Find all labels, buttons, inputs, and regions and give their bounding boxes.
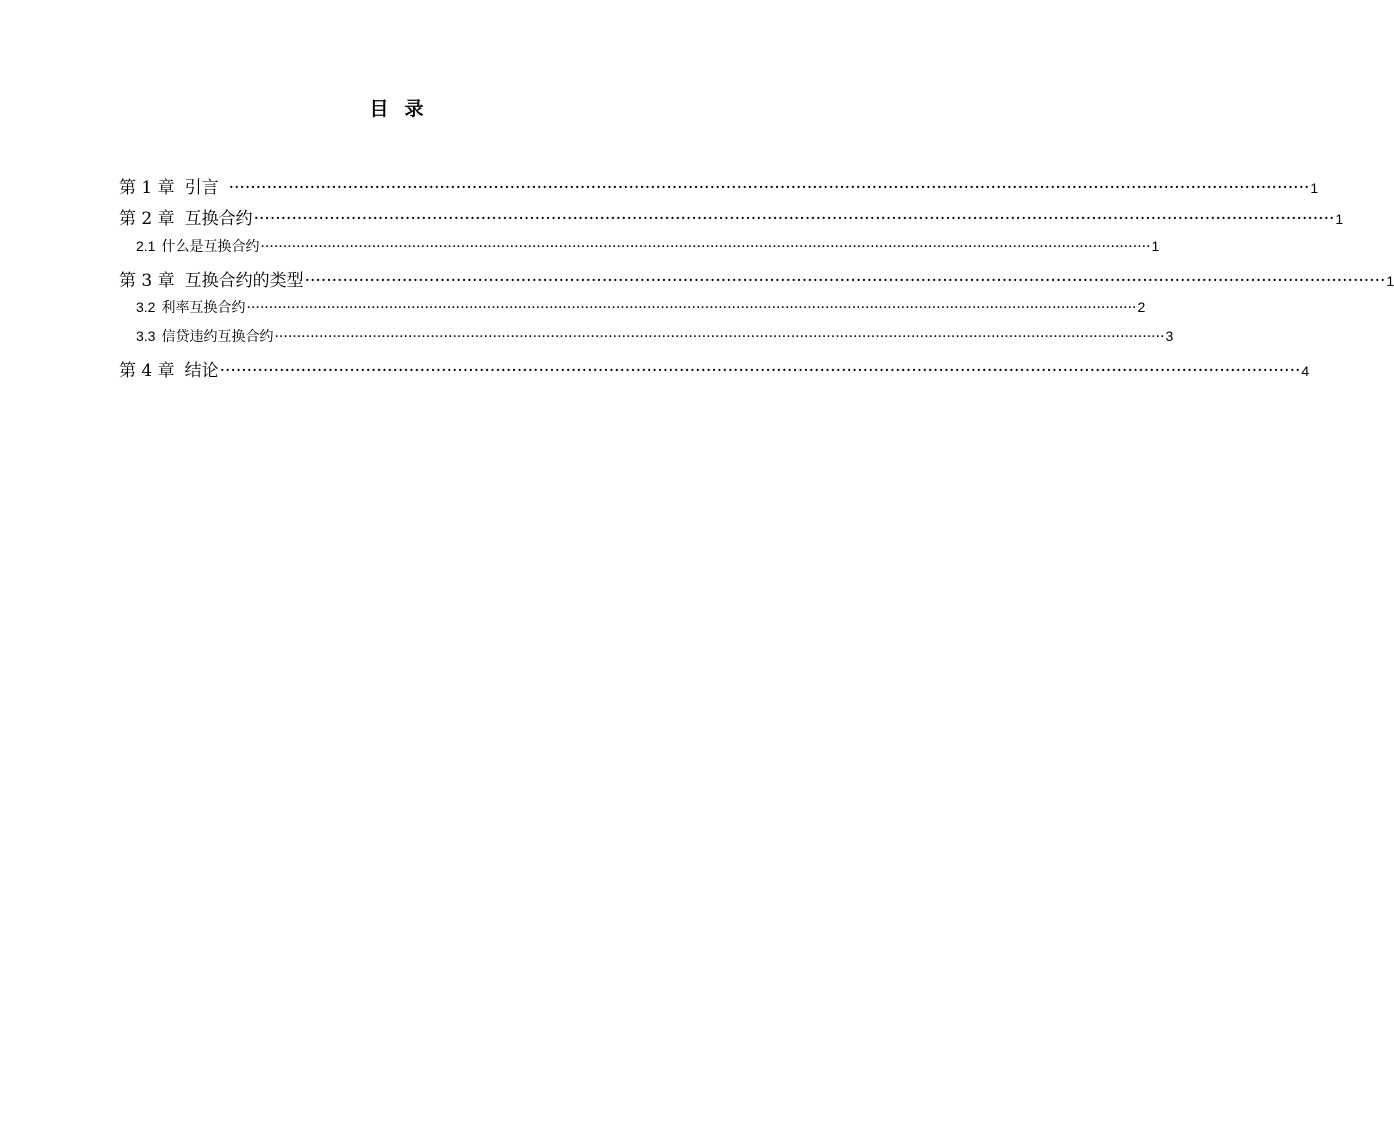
toc-entry-chapter-3[interactable] (119, 266, 1394, 291)
toc-entry-chapter-2[interactable] (119, 204, 1344, 229)
toc-entry-text: 结论 (184, 361, 219, 381)
toc-entry-text: 引言 (184, 178, 219, 198)
toc-leader-dots: ········································································································································································································ (304, 271, 1386, 291)
toc-entry-number: 3.2 (136, 299, 156, 315)
toc-title-part1: 目 (369, 98, 389, 120)
toc-entry-label (119, 204, 253, 229)
toc-leader-dots: ········································································································································································································ (228, 178, 1310, 198)
toc-entry-page: 3 (1165, 328, 1174, 344)
toc-leader-dots: ········································································································································································································ (246, 300, 1137, 316)
toc-entry-section-2-1[interactable] (136, 236, 1160, 256)
toc-entry-label (136, 236, 259, 256)
toc-entry-number: 第 3 章 (119, 271, 175, 291)
toc-leader-dots: ········································································································································································································ (260, 239, 1151, 255)
toc-entry-section-3-3[interactable] (136, 326, 1174, 346)
toc-entry-text: 信贷违约互换合约 (161, 329, 274, 345)
toc-title (0, 94, 793, 121)
toc-entry-label (119, 356, 219, 381)
toc-entry-label (119, 173, 219, 198)
toc-leader-dots: ········································································································································································································ (219, 361, 1301, 381)
toc-entry-number: 第 1 章 (119, 178, 175, 198)
toc-entry-number: 第 4 章 (119, 361, 175, 381)
toc-leader-dots: ········································································································································································································ (274, 329, 1165, 345)
toc-entry-label (136, 297, 245, 317)
toc-leader-dots: ········································································································································································································ (253, 209, 1335, 229)
toc-entry-number: 2.1 (136, 238, 156, 254)
toc-entry-text: 利率互换合约 (161, 300, 246, 316)
toc-entry-number: 第 2 章 (119, 209, 175, 229)
toc-entry-chapter-1[interactable] (119, 173, 1319, 198)
toc-title-part2: 录 (404, 98, 424, 120)
toc-entry-page: 1 (1335, 211, 1344, 227)
toc-entry-page: 1 (1151, 238, 1160, 254)
toc-entry-text: 什么是互换合约 (161, 239, 260, 255)
toc-entry-label (136, 326, 273, 346)
toc-entry-number: 3.3 (136, 328, 156, 344)
toc-entry-page: 1 (1386, 273, 1394, 289)
toc-entry-text: 互换合约 (184, 209, 253, 229)
toc-entry-page: 2 (1137, 299, 1146, 315)
toc-entry-chapter-4[interactable] (119, 356, 1310, 381)
toc-entry-page: 1 (1310, 180, 1319, 196)
toc-entry-section-3-2[interactable] (136, 297, 1146, 317)
toc-entry-text: 互换合约的类型 (184, 271, 304, 291)
toc-entry-label (119, 266, 304, 291)
toc-entry-page: 4 (1301, 363, 1310, 379)
